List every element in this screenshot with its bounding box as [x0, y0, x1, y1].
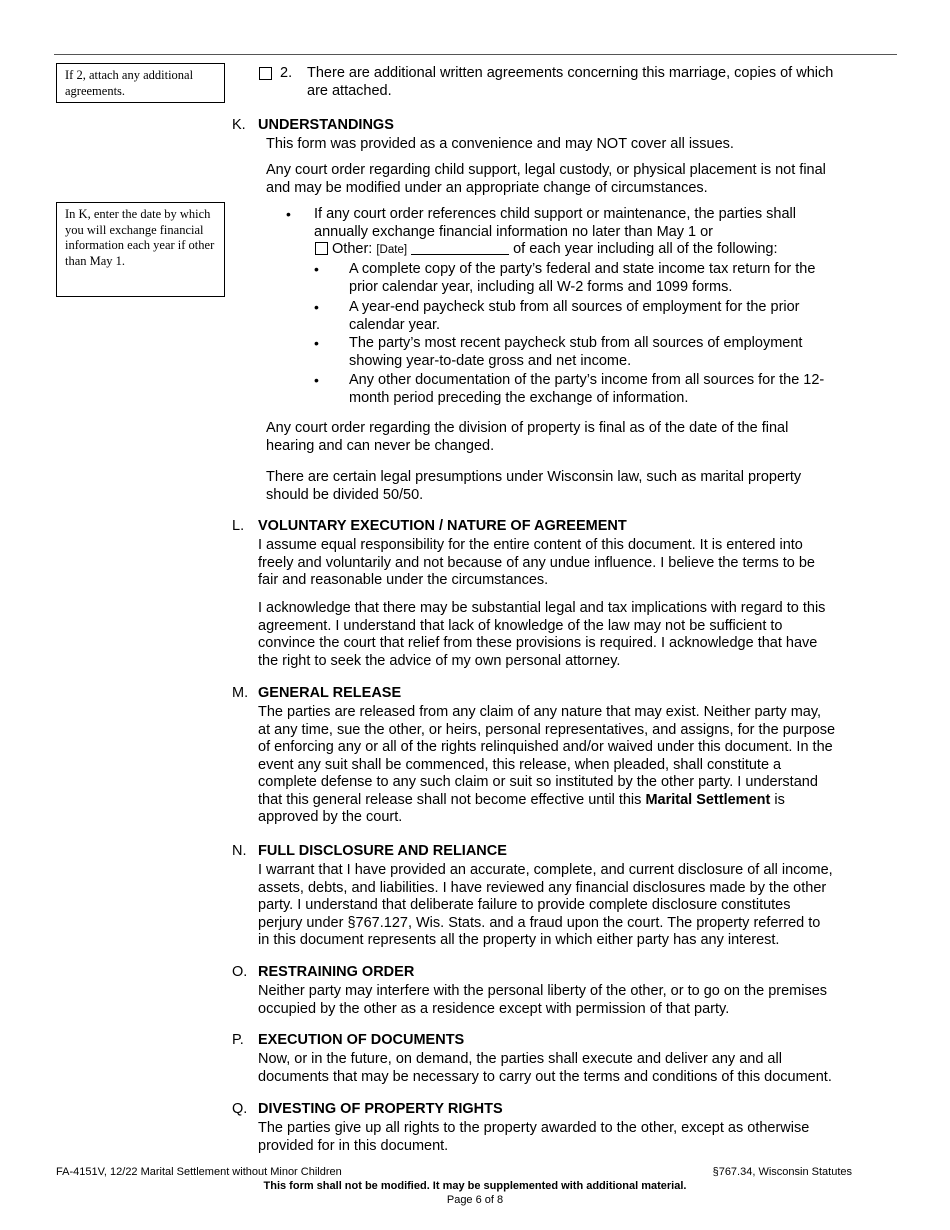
marital-settlement-term: Marital Settlement — [645, 791, 771, 808]
sidebar-note-text: If 2, attach any additional agreements. — [65, 68, 194, 98]
bullet-icon: • — [286, 206, 291, 222]
text-line: The parties are released from any claim of any nature that may exist. Neither party may, — [258, 704, 822, 720]
other-date-checkbox[interactable] — [315, 242, 328, 255]
text-line: I assume equal responsibility for the entire content of this document. It is entered into — [258, 537, 803, 553]
section-letter: L. — [232, 518, 245, 534]
text-line: are attached. — [307, 82, 392, 99]
text-line — [258, 792, 878, 810]
additional-agreements-text — [307, 65, 887, 100]
text-line: prior calendar year, including all W-2 forms and 1099 forms. — [349, 278, 733, 295]
bullet-icon: • — [314, 372, 319, 388]
text-line: month period preceding the exchange of information. — [349, 389, 689, 406]
other-suffix-text: of each year including all of the following: — [513, 241, 778, 257]
text-line: The party’s most recent paycheck stub from all sources of employment — [349, 335, 803, 351]
section-letter: K. — [232, 117, 246, 133]
text-line: of enforcing any or all of the rights relinquished and/or waived under this document. In the — [258, 739, 833, 755]
bullet-item — [314, 206, 874, 241]
text-line: I acknowledge that there may be substantial legal and tax implications with regard to this — [258, 600, 826, 616]
paragraph — [258, 704, 878, 827]
bullet-icon: • — [314, 299, 319, 315]
text-line: perjury under §767.127, Wis. Stats. and a fraud upon the court. The property referred to — [258, 914, 821, 931]
section-title-understandings: UNDERSTANDINGS — [258, 117, 394, 133]
other-date-option — [315, 241, 875, 260]
footer-statute: §767.34, Wisconsin Statutes — [712, 1166, 852, 1178]
text-line: There are certain legal presumptions under Wisconsin law, such as marital property — [266, 469, 802, 485]
additional-agreements-checkbox[interactable] — [259, 67, 272, 80]
text-line: calendar year. — [349, 316, 441, 333]
text-line: Any court order regarding child support, legal custody, or physical placement is not final — [266, 162, 826, 178]
section-letter: O. — [232, 964, 248, 980]
text-line: Any other documentation of the party’s income from all sources for the 12- — [349, 372, 825, 388]
text-line: should be divided 50/50. — [266, 486, 424, 503]
paragraph — [258, 983, 878, 1018]
sidebar-note-attachments — [56, 63, 225, 103]
text-line: hearing and can never be changed. — [266, 437, 495, 454]
text-line: agreement. I understand that lack of knowledge of the law may not be sufficient to — [258, 617, 783, 634]
text-line: A complete copy of the party’s federal and state income tax return for the — [349, 261, 816, 277]
bullet-icon: • — [314, 261, 319, 277]
sidebar-note-text: In K, enter the date by which you will exchange financial information each year if other than May 1. — [65, 207, 215, 268]
footer-notice: This form shall not be modified. It may be supplemented with additional material. — [263, 1180, 687, 1192]
text-line: the right to seek the advice of my own personal attorney. — [258, 652, 621, 669]
text-line: at any time, sue the other, or heirs, personal representatives, and assigns, for the purpose — [258, 721, 836, 738]
text-line: A year-end paycheck stub from all sources of employment for the prior — [349, 299, 800, 315]
text-segment: that this general release shall not become effective until this — [258, 791, 646, 808]
section-letter: M. — [232, 685, 249, 701]
text-line: If any court order references child support or maintenance, the parties shall — [314, 206, 796, 222]
text-line: documents that may be necessary to carry out the terms and conditions of this document. — [258, 1068, 832, 1085]
text-line: complete defense to any such claim or suit so instituted by the other party. I understand — [258, 774, 818, 790]
text-line: and may be modified under an appropriate change of circumstances. — [266, 179, 708, 196]
text-line: Now, or in the future, on demand, the parties shall execute and deliver any and all — [258, 1051, 782, 1067]
text-line: convince the court that relief from these provisions is required. I acknowledge that have — [258, 635, 818, 651]
text-line: event any suit shall be commenced, this release, when pleaded, shall constitute a — [258, 756, 782, 773]
text-line: provided for in this document. — [258, 1137, 449, 1154]
text-line: annually exchange financial information no later than May 1 or — [314, 223, 713, 240]
text-line: Neither party may interfere with the personal liberty of the other, or to go on the premises — [258, 983, 828, 999]
date-input-line[interactable] — [411, 241, 509, 255]
paragraph: This form was provided as a convenience and may NOT cover all issues. — [266, 136, 734, 152]
paragraph — [258, 1120, 878, 1155]
text-line: I warrant that I have provided an accurate, complete, and current disclosure of all income, — [258, 862, 833, 878]
sub-bullet-item — [349, 335, 879, 370]
footer-page-number: Page 6 of 8 — [446, 1194, 504, 1206]
section-title-restraining-order: RESTRAINING ORDER — [258, 964, 415, 980]
paragraph — [266, 162, 878, 197]
sidebar-note-date — [56, 202, 225, 297]
bullet-icon: • — [314, 335, 319, 351]
paragraph — [266, 469, 878, 504]
text-line: party. I understand that deliberate failure to provide complete disclosure constitutes — [258, 897, 791, 913]
footer-form-id: FA-4151V, 12/22 Marital Settlement without Minor Children — [56, 1166, 342, 1178]
sub-bullet-item — [349, 261, 879, 296]
section-title-execution-of-documents: EXECUTION OF DOCUMENTS — [258, 1032, 465, 1048]
section-letter: P. — [232, 1032, 244, 1048]
text-line: The parties give up all rights to the property awarded to the other, except as otherwise — [258, 1120, 810, 1136]
top-rule — [54, 54, 897, 55]
text-line: freely and voluntarily and not because of any undue influence. I believe the terms to be — [258, 554, 815, 571]
section-letter: Q. — [232, 1101, 248, 1117]
text-line: Any court order regarding the division of property is final as of the date of the final — [266, 420, 789, 436]
paragraph — [266, 420, 878, 455]
text-line: approved by the court. — [258, 809, 403, 825]
date-label: [Date] — [376, 244, 408, 256]
text-line: in this document represents all the property in which either party has any interest. — [258, 932, 780, 948]
sub-bullet-item — [349, 299, 879, 334]
section-title-full-disclosure: FULL DISCLOSURE AND RELIANCE — [258, 843, 507, 859]
paragraph — [258, 862, 878, 950]
item-number: 2. — [280, 65, 293, 81]
other-label: Other: — [332, 241, 373, 257]
section-title-voluntary-execution: VOLUNTARY EXECUTION / NATURE OF AGREEMENT — [258, 518, 627, 534]
text-line: There are additional written agreements concerning this marriage, copies of which — [307, 65, 834, 81]
text-segment: is — [770, 791, 785, 808]
text-line: showing year-to-date gross and net income. — [349, 352, 632, 369]
section-title-divesting-property-rights: DIVESTING OF PROPERTY RIGHTS — [258, 1101, 503, 1117]
paragraph — [258, 600, 878, 670]
section-title-general-release: GENERAL RELEASE — [258, 685, 402, 701]
text-line: occupied by the other as a residence except with permission of that party. — [258, 1000, 730, 1017]
text-line: assets, debts, and liabilities. I have reviewed any financial disclosures made by the other — [258, 879, 827, 896]
paragraph — [258, 1051, 878, 1086]
sub-bullet-item — [349, 372, 879, 407]
paragraph — [258, 537, 878, 590]
section-letter: N. — [232, 843, 247, 859]
text-line: fair and reasonable under the circumstances. — [258, 572, 549, 588]
